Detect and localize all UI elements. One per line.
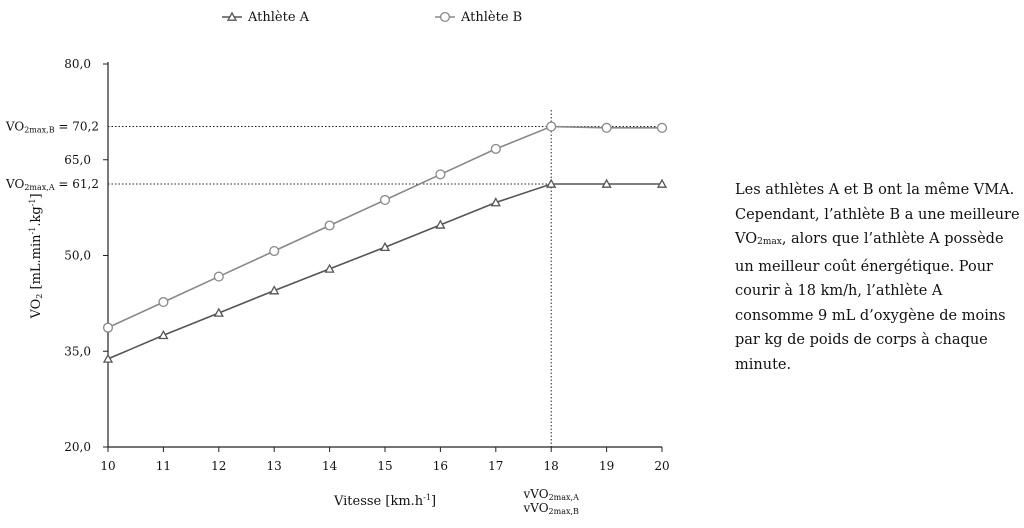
data-point-athl-te-b [602, 123, 611, 132]
data-point-athl-te-b [270, 247, 279, 256]
ref-label-x-0 [523, 487, 580, 502]
ref-label-x-1-sub: 2max,B [548, 507, 579, 516]
data-point-athl-te-b [547, 122, 556, 131]
ref-label-y-1 [5, 177, 99, 192]
y-tick-label: 50,0 [64, 248, 91, 263]
series-line-athl-te-b [108, 127, 662, 328]
x-axis-title-end: ] [430, 494, 437, 509]
caption-part-2: , alors que l’athlète A possède un meilleur coût énergétique. Pour courir à 18 km/h, l’athlète A consomme 9 mL d’oxygène de moins par kg de poids de corps à chaque minute. [735, 231, 1006, 373]
legend-marker-athl-te-b [441, 13, 450, 22]
data-point-athl-te-b [658, 123, 667, 132]
data-point-athl-te-b [381, 196, 390, 205]
x-axis-title-sup: -1 [423, 493, 431, 502]
y-tick-label: 35,0 [64, 344, 91, 359]
ref-label-y-1-sub: 2max,A [24, 183, 55, 193]
ref-label-y-0-sub: 2max,B [24, 125, 55, 135]
x-tick-label: 16 [432, 459, 449, 473]
ref-label-x-0-pre: vVO [523, 487, 549, 501]
data-point-athl-te-b [436, 170, 445, 179]
y-axis-title-end: ] [29, 193, 44, 199]
x-tick-label: 11 [155, 459, 172, 473]
x-tick-label: 12 [211, 459, 227, 473]
x-tick-label: 13 [266, 459, 282, 473]
ref-label-y-0-post: = 70,2 [54, 119, 99, 134]
ref-label-y-1-pre: VO [6, 177, 25, 192]
x-tick-label: 14 [321, 459, 338, 473]
data-point-athl-te-b [159, 298, 168, 307]
y-axis-title-sup1: -1 [28, 226, 37, 235]
data-point-athl-te-b [491, 144, 500, 153]
y-axis-title [28, 193, 44, 319]
data-point-athl-te-b [325, 221, 334, 230]
ref-label-y-1-post: = 61,2 [54, 177, 99, 192]
y-axis-title-pre: VO [29, 298, 44, 319]
y-tick-label: 65,0 [64, 152, 91, 167]
x-tick-label: 15 [377, 459, 393, 473]
ref-label-x-1-pre: vVO [523, 501, 549, 515]
series-line-athl-te-a [108, 184, 662, 359]
caption-part-1: Les athlètes A et B ont la même VMA. Cependant, l’athlète B a une meilleure VO [735, 182, 1020, 247]
ref-label-x-0-sub: 2max,A [548, 493, 579, 502]
x-axis-title [333, 493, 436, 509]
caption-subscript: 2max [757, 237, 782, 247]
x-tick-label: 18 [543, 459, 559, 473]
x-tick-label: 10 [100, 459, 116, 473]
y-axis-title-mid: .kg [29, 206, 44, 227]
caption-text [735, 178, 1020, 377]
x-tick-label: 19 [598, 459, 615, 473]
data-point-athl-te-b [214, 272, 223, 281]
ref-label-y-0-pre: VO [5, 119, 25, 134]
ref-label-x-1 [522, 501, 579, 516]
legend-label-athl-te-a: Athlète A [248, 10, 310, 25]
x-tick-label: 20 [654, 459, 670, 473]
y-axis-title-sup2: -1 [28, 198, 37, 207]
y-axis-title-sub: 2 [35, 293, 44, 299]
ref-label-y-0 [5, 120, 99, 135]
data-point-athl-te-b [104, 323, 113, 332]
y-tick-label: 20,0 [64, 440, 91, 454]
y-axis-title-main: [mL.min [29, 234, 44, 294]
x-tick-label: 17 [488, 459, 504, 473]
legend-label-athl-te-b: Athlète B [461, 10, 523, 25]
y-tick-label: 80,0 [64, 57, 91, 71]
x-axis-title-main: Vitesse [km.h [333, 494, 424, 509]
